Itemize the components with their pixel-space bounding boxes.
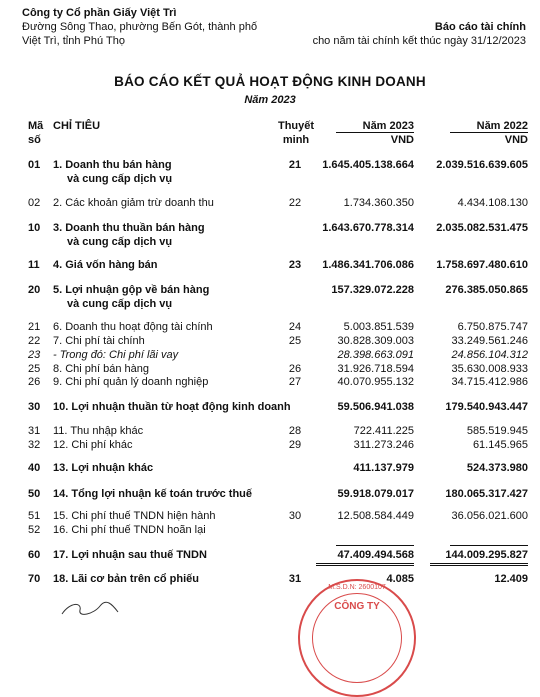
row-label: - Trong đó: Chi phí lãi vay (53, 349, 179, 361)
company-name: Công ty Cổ phần Giấy Việt Trì (22, 7, 177, 19)
row-code: 22 (28, 335, 41, 347)
row-label: 13. Lợi nhuận khác (53, 462, 154, 474)
row-note: 23 (288, 259, 302, 271)
row-value-2023: 722.411.225 (353, 425, 414, 437)
row-value-2022: 12.409 (494, 573, 528, 585)
row-value-2023: 12.508.584.449 (337, 510, 414, 522)
col-note-line1: Thuyết (277, 120, 315, 132)
col-2022-unit: VND (504, 134, 528, 146)
row-value-2023: 30.828.309.003 (337, 335, 414, 347)
document-title: BÁO CÁO KẾT QUẢ HOẠT ĐỘNG KINH DOANH (114, 74, 426, 89)
row-value-2023: 59.506.941.038 (337, 401, 414, 413)
row-value-2023: 47.409.494.568 (337, 549, 414, 561)
total-double-line-2022-b (430, 565, 528, 566)
row-note: 30 (288, 510, 302, 522)
row-code: 52 (28, 524, 41, 536)
col-2023-year: Năm 2023 (362, 120, 414, 132)
report-header-right (313, 20, 526, 48)
row-label: 8. Chi phí bán hàng (53, 363, 150, 375)
company-seal-text: CÔNG TY (334, 601, 380, 612)
row-value-2023: 59.918.079.017 (337, 488, 414, 500)
col-note-header (276, 119, 316, 147)
col-2022-underline (450, 132, 528, 133)
row-value-2023: 1.486.341.706.086 (322, 259, 414, 271)
row-value-2022: 24.856.104.312 (451, 349, 528, 361)
row-note: 28 (288, 425, 302, 437)
row-value-2022: 144.009.295.827 (445, 549, 528, 561)
row-note: 31 (288, 573, 302, 585)
col-2023-underline (336, 132, 414, 133)
row-label: 4. Giá vốn hàng bán (53, 259, 158, 271)
col-code-header (28, 119, 43, 147)
row-code: 31 (28, 425, 41, 437)
row-value-2023: 1.643.670.778.314 (322, 222, 414, 234)
row-label (53, 221, 205, 249)
row-label: 17. Lợi nhuận sau thuế TNDN (53, 549, 207, 561)
row-value-2023: 5.003.851.539 (343, 321, 414, 333)
row-label: 10. Lợi nhuận thuần từ hoạt động kinh doanh (53, 401, 291, 413)
report-header-left (22, 6, 257, 48)
row-code: 51 (28, 510, 41, 522)
row-label-line2: và cung cấp dịch vụ (67, 173, 173, 185)
report-name: Báo cáo tài chính (434, 21, 526, 33)
row-value-2022: 36.056.021.600 (451, 510, 528, 522)
row-label: 2. Các khoản giảm trừ doanh thu (53, 197, 214, 209)
row-label-line2: và cung cấp dịch vụ (67, 298, 173, 310)
row-value-2023: 40.070.955.132 (337, 376, 414, 388)
row-value-2023: 31.926.718.594 (337, 363, 414, 375)
row-label: 12. Chi phí khác (53, 439, 133, 451)
row-code: 23 (28, 349, 41, 361)
row-value-2022: 33.249.561.246 (451, 335, 528, 347)
row-value-2023: 411.137.979 (353, 462, 414, 474)
row-value-2023: 157.329.072.228 (331, 284, 414, 296)
row-value-2022: 276.385.050.865 (445, 284, 528, 296)
row-label: 16. Chi phí thuế TNDN hoãn lại (53, 524, 206, 536)
row-code: 32 (28, 439, 41, 451)
row-value-2022: 2.039.516.639.605 (436, 159, 528, 171)
col-2023-unit: VND (390, 134, 414, 146)
col-code-line1: Mã (28, 120, 44, 132)
row-value-2022: 179.540.943.447 (445, 401, 528, 413)
total-top-line-2022 (450, 545, 528, 546)
row-label-line1: 3. Doanh thu thuần bán hàng (53, 222, 205, 234)
total-double-line-2023-b (316, 565, 414, 566)
col-note-line2: minh (282, 134, 310, 146)
row-code: 21 (28, 321, 41, 333)
company-address-line1: Đường Sông Thao, phường Bến Gót, thành phố (22, 21, 258, 33)
col-2022-year: Năm 2022 (476, 120, 528, 132)
row-code: 10 (28, 222, 41, 234)
row-value-2022: 2.035.082.531.475 (436, 222, 528, 234)
row-note: 26 (288, 363, 302, 375)
row-code: 26 (28, 376, 41, 388)
col-2022-header (477, 119, 528, 147)
company-seal-arc-text: M.S.D.N: 2600107 (328, 584, 386, 591)
col-item-header: CHỈ TIÊU (53, 120, 101, 132)
row-value-2023: 4.085 (386, 573, 414, 585)
total-double-line-2023-a (316, 563, 414, 564)
row-value-2022: 34.715.412.986 (451, 376, 528, 388)
report-period: cho năm tài chính kết thúc ngày 31/12/2023 (312, 35, 526, 47)
row-label (53, 283, 209, 311)
row-value-2022: 524.373.980 (466, 462, 528, 474)
row-code: 50 (28, 488, 41, 500)
signature-scribble (60, 600, 120, 615)
company-address-line2: Việt Trì, tỉnh Phú Thọ (22, 35, 125, 47)
row-label: 11. Thu nhập khác (53, 425, 144, 437)
row-code: 01 (28, 159, 41, 171)
row-label: 6. Doanh thu hoạt động tài chính (53, 321, 213, 333)
row-label-line1: 5. Lợi nhuận gộp về bán hàng (53, 284, 210, 296)
row-code: 11 (28, 259, 40, 271)
row-label: 7. Chi phí tài chính (53, 335, 145, 347)
row-value-2022: 4.434.108.130 (457, 197, 528, 209)
row-label: 9. Chi phí quản lý doanh nghiệp (53, 376, 209, 388)
row-label-line1: 1. Doanh thu bán hàng (53, 159, 172, 171)
row-value-2023: 28.398.663.091 (337, 349, 414, 361)
row-value-2022: 1.758.697.480.610 (436, 259, 528, 271)
row-code: 70 (28, 573, 41, 585)
row-code: 60 (28, 549, 41, 561)
total-top-line-2023 (336, 545, 414, 546)
row-code: 30 (28, 401, 41, 413)
row-value-2022: 180.065.317.427 (445, 488, 528, 500)
row-code: 25 (28, 363, 41, 375)
row-code: 40 (28, 462, 41, 474)
row-label-line2: và cung cấp dịch vụ (67, 236, 173, 248)
row-value-2022: 61.145.965 (472, 439, 528, 451)
row-label: 18. Lãi cơ bản trên cổ phiếu (53, 573, 199, 585)
row-note: 29 (288, 439, 302, 451)
row-value-2023: 311.273.246 (353, 439, 414, 451)
company-seal (298, 579, 416, 697)
row-note: 25 (288, 335, 302, 347)
row-note: 27 (288, 376, 302, 388)
row-value-2023: 1.645.405.138.664 (322, 159, 414, 171)
col-2023-header (363, 119, 414, 147)
col-code-line2: số (28, 134, 41, 146)
row-note: 24 (288, 321, 302, 333)
row-value-2022: 585.519.945 (466, 425, 528, 437)
row-code: 20 (28, 284, 41, 296)
row-value-2022: 6.750.875.747 (457, 321, 528, 333)
row-label (53, 158, 172, 186)
row-code: 02 (28, 197, 41, 209)
row-value-2022: 35.630.008.933 (451, 363, 528, 375)
row-label: 15. Chi phí thuế TNDN hiện hành (53, 510, 216, 522)
total-double-line-2022-a (430, 563, 528, 564)
row-value-2023: 1.734.360.350 (343, 197, 414, 209)
row-label: 14. Tổng lợi nhuận kế toán trước thuế (53, 488, 253, 500)
document-year: Năm 2023 (244, 94, 296, 106)
row-note: 22 (288, 197, 302, 209)
row-note: 21 (288, 159, 302, 171)
